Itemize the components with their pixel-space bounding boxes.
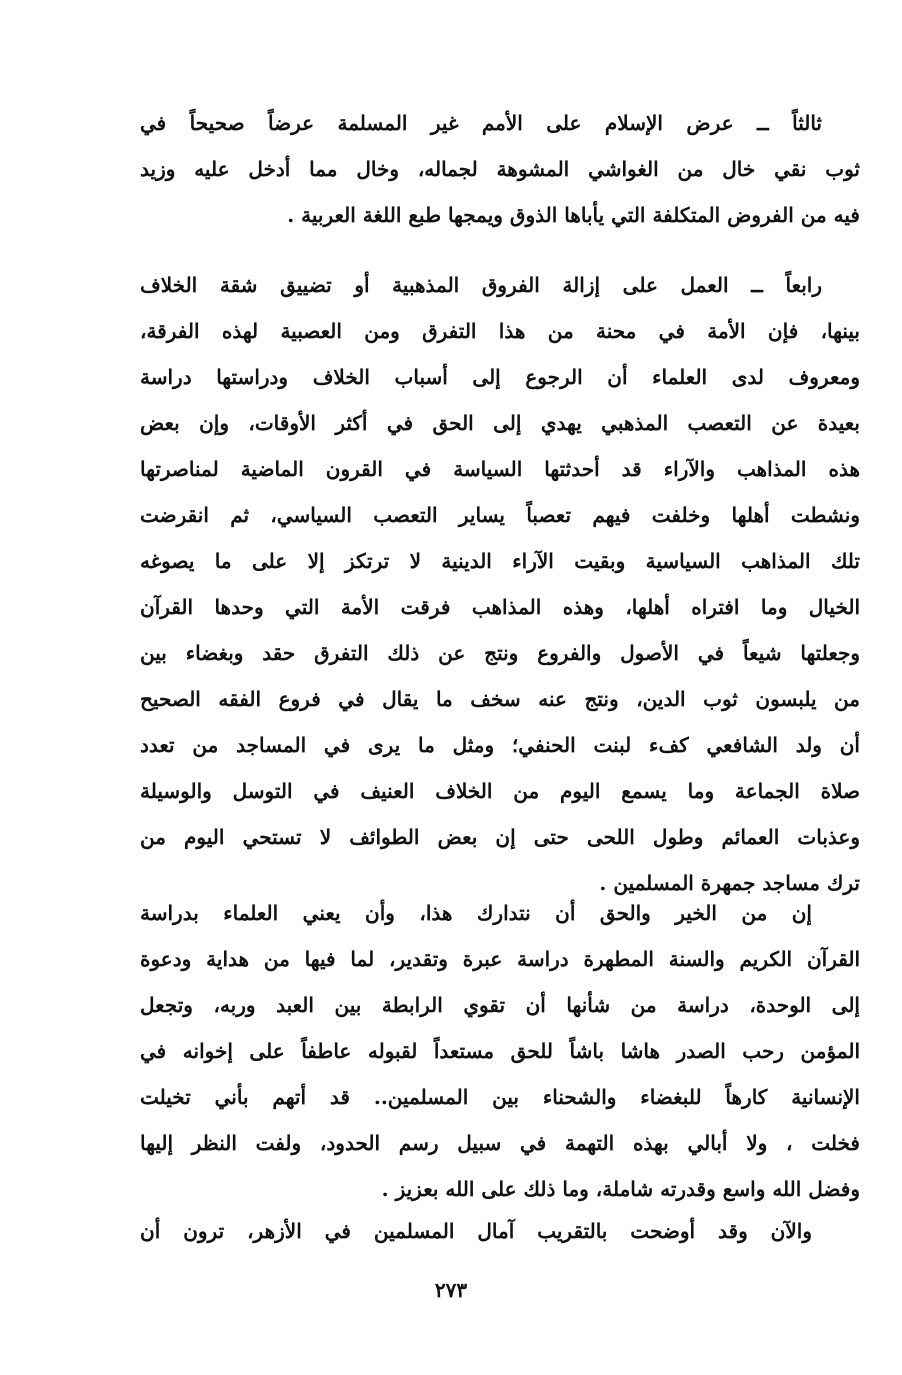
- text-line: والآن وقد أوضحت بالتقريب آمال المسلمين في الأزهر، ترون أن: [140, 1219, 812, 1243]
- text-line: ثالثاً ــ عرض الإسلام على الأمم غير المسلمة عرضاً صحيحاً في: [140, 111, 822, 135]
- paragraph-fourth-point: [140, 262, 860, 906]
- text-line: فيه من الفروض المتكلفة التي يأباها الذوق ويمجها طبع اللغة العربية .: [287, 203, 860, 227]
- paragraph-call-to-scholars: [140, 890, 860, 1212]
- text-line: المؤمن رحب الصدر هاشا باشاً للحق مستعداً لقبوله عاطفاً على إخوانه في: [140, 1039, 860, 1063]
- text-line: فخلت ، ولا أبالي بهذه التهمة في سبيل رسم الحدود، ولفت النظر إليها: [140, 1131, 860, 1155]
- text-line: رابعاً ــ العمل على إزالة الفروق المذهبية أو تضييق شقة الخلاف: [140, 273, 822, 297]
- text-line: بعيدة عن التعصب المذهبي يهدي إلى الحق في أكثر الأوقات، وإن بعض: [140, 411, 860, 435]
- text-line: إلى الوحدة، دراسة من شأنها أن تقوي الرابطة بين العبد وربه، وتجعل: [140, 993, 860, 1017]
- text-line: الإنسانية كارهاً للبغضاء والشحناء بين المسلمين.. قد أتهم بأني تخيلت: [140, 1085, 860, 1109]
- text-line: وجعلتها شيعاً في الأصول والفروع ونتج عن ذلك التفرق حقد وبغضاء بين: [140, 641, 860, 665]
- page-number: ٢٧٣: [434, 1278, 468, 1302]
- text-line: هذه المذاهب والآراء قد أحدثتها السياسة في القرون الماضية لمناصرتها: [140, 457, 860, 481]
- text-line: أن ولد الشافعي كفء لبنت الحنفي؛ ومثل ما يرى في المساجد من تعدد: [140, 733, 860, 757]
- text-line: تلك المذاهب السياسية وبقيت الآراء الدينية لا ترتكز إلا على ما يصوغه: [140, 549, 860, 573]
- text-line: ترك مساجد جمهرة المسلمين .: [599, 871, 860, 895]
- text-line: القرآن الكريم والسنة المطهرة دراسة عبرة وتقدير، لما فيها من هداية ودعوة: [140, 947, 860, 971]
- paragraph-third-point: [140, 100, 860, 238]
- text-line: ونشطت أهلها وخلفت فيهم تعصباً يساير التعصب السياسي، ثم انقرضت: [140, 503, 860, 527]
- text-line: إن من الخير والحق أن نتدارك هذا، وأن يعني العلماء بدراسة: [140, 901, 812, 925]
- text-line: من يلبسون ثوب الدين، ونتج عنه سخف ما يقال في فروع الفقه الصحيح: [140, 687, 860, 711]
- text-line: بينها، فإن الأمة في محنة من هذا التفرق ومن العصبية لهذه الفرقة،: [140, 319, 860, 343]
- text-line: صلاة الجماعة وما يسمع اليوم من الخلاف العنيف في التوسل والوسيلة: [140, 779, 860, 803]
- paragraph-closing: [140, 1208, 860, 1254]
- text-line: الخيال وما افتراه أهلها، وهذه المذاهب فرقت الأمة التي وحدها القرآن: [140, 595, 860, 619]
- text-line: وفضل الله واسع وقدرته شاملة، وما ذلك على الله بعزيز .: [381, 1177, 860, 1201]
- text-line: ومعروف لدى العلماء أن الرجوع إلى أسباب الخلاف ودراستها دراسة: [140, 365, 860, 389]
- text-line: وعذبات العمائم وطول اللحى حتى إن بعض الطوائف لا تستحي اليوم من: [140, 825, 860, 849]
- text-line: ثوب نقي خال من الغواشي المشوهة لجماله، وخال مما أدخل عليه وزيد: [140, 157, 860, 181]
